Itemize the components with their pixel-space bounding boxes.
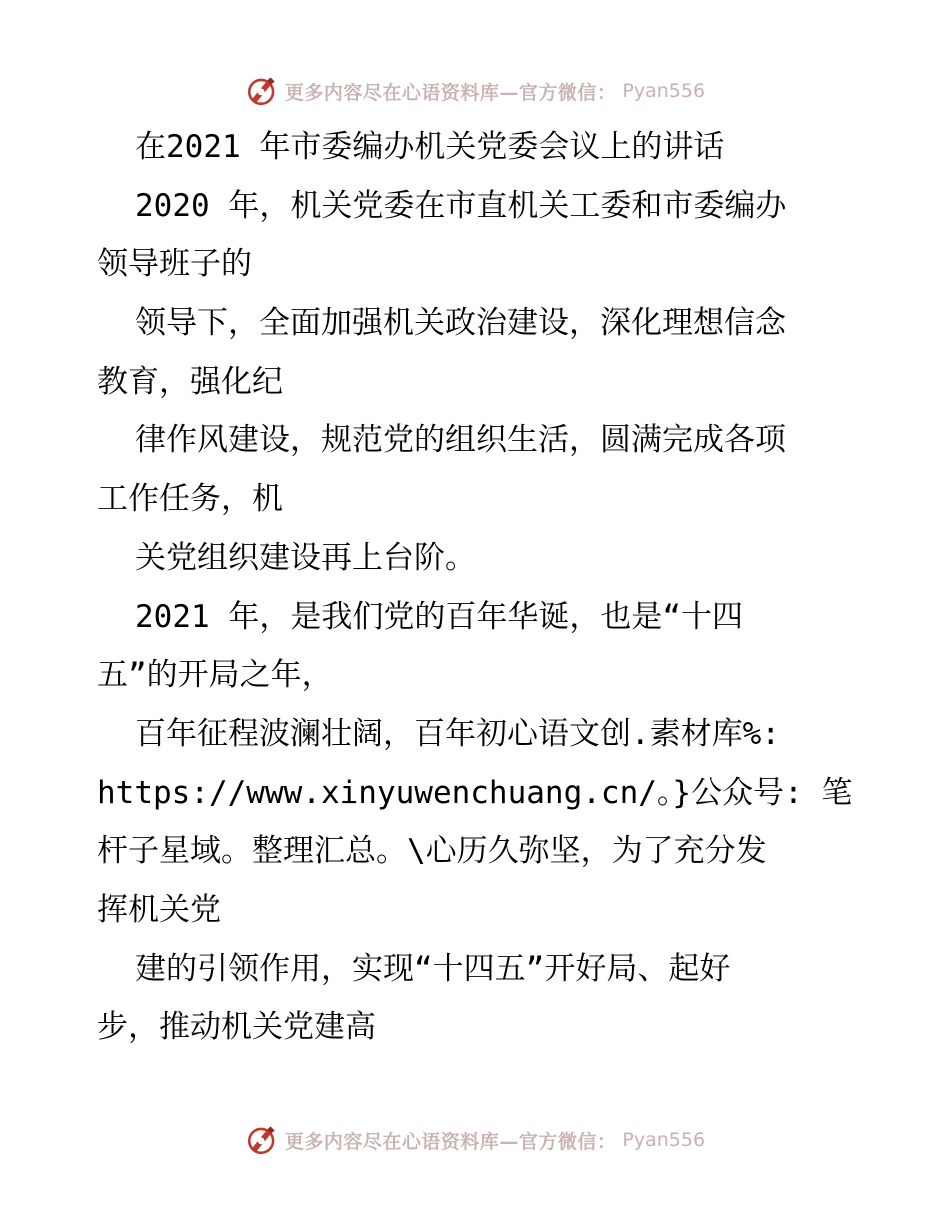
text-line: 2020 年，机关党委在市直机关工委和市委编办 bbox=[135, 187, 787, 224]
text-line: 挥机关党 bbox=[97, 891, 221, 928]
banner-wechat-id: Pyan556 bbox=[622, 80, 706, 102]
banner-text: 更多内容尽在心语资料库—官方微信： bbox=[284, 1130, 617, 1153]
pen-logo-icon bbox=[245, 74, 279, 108]
text-line: 步，推动机关党建高 bbox=[97, 1009, 376, 1046]
text-line: 律作风建设，规范党的组织生活，圆满完成各项 bbox=[135, 422, 786, 459]
pen-logo-icon bbox=[245, 1123, 279, 1157]
text-line: 杆子星域。整理汇总。\心历久弥坚，为了充分发 bbox=[97, 833, 767, 870]
banner-text: 更多内容尽在心语资料库—官方微信： bbox=[284, 81, 617, 104]
text-line: 2021 年，是我们党的百年华诞，也是“十四 bbox=[135, 598, 743, 635]
text-line: 在2021 年市委编办机关党委会议上的讲话 bbox=[135, 129, 725, 165]
text-line: 百年征程波澜壮阔，百年初心语文创.素材库%: bbox=[135, 715, 780, 752]
text-line: 五”的开局之年， bbox=[97, 657, 333, 694]
text-line: 教育，强化纪 bbox=[97, 363, 283, 400]
text-line: 关党组织建设再上台阶。 bbox=[135, 539, 476, 576]
text-line: 领导下，全面加强机关政治建设，深化理想信念 bbox=[135, 305, 786, 342]
banner-wechat-id: Pyan556 bbox=[622, 1129, 706, 1151]
header-banner bbox=[0, 71, 950, 111]
document-body bbox=[97, 118, 857, 1057]
footer-banner bbox=[0, 1120, 950, 1160]
text-line: 领导班子的 bbox=[97, 246, 252, 283]
text-line: 工作任务，机 bbox=[97, 481, 283, 518]
text-line: https://www.xinyuwenchuang.cn/。}公众号: 笔 bbox=[97, 774, 853, 811]
text-line: 建的引领作用，实现“十四五”开好局、起好 bbox=[135, 950, 731, 987]
